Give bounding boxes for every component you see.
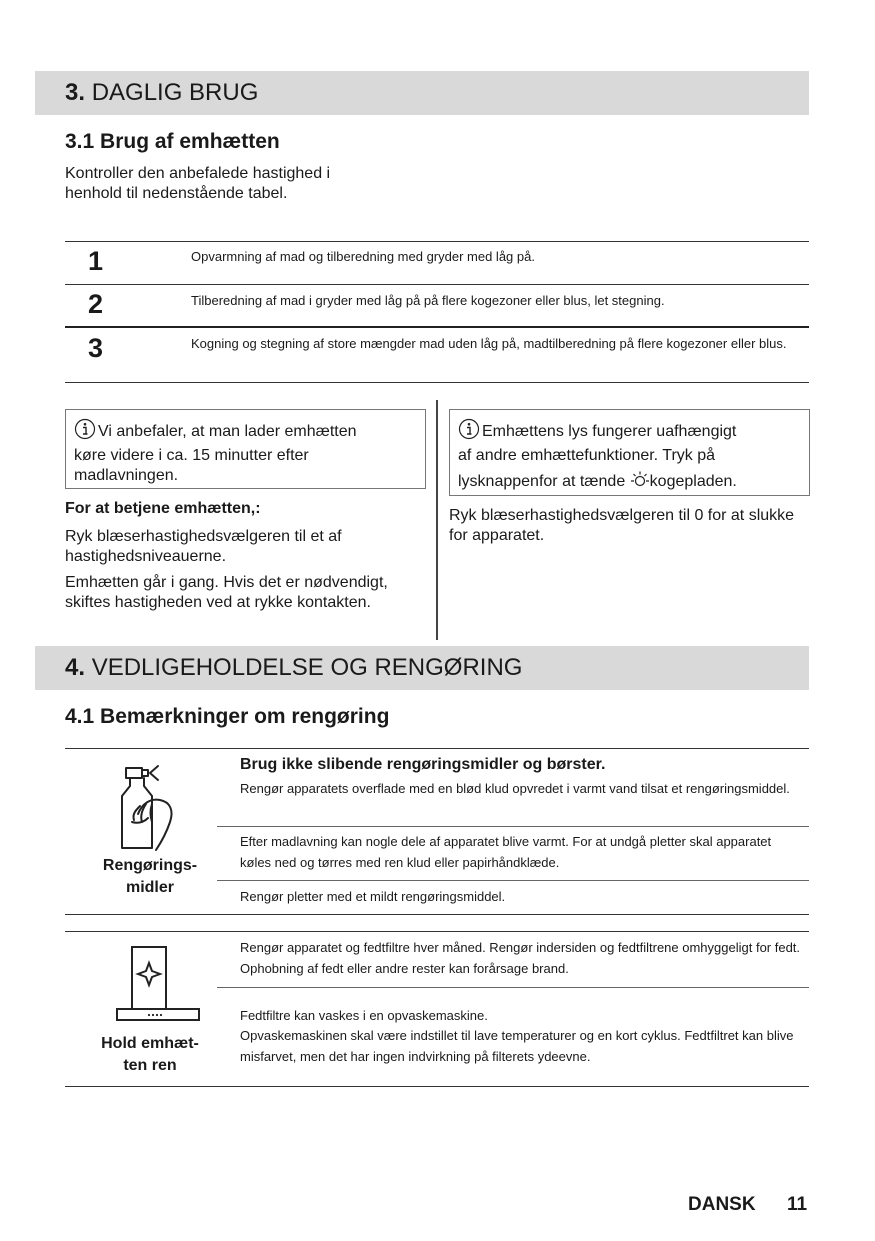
note-right-line-2: af andre emhættefunktioner. Tryk på [458,447,716,464]
keep-clean-paragraph-2b: Opvaskemaskinen skal være indstillet til lave temperaturer og en kort cyklus. Fedtfiltret kan blive misfarvet, men det har ingen indvirkning på filterets ydeevne. [240,1028,794,1064]
cleaning-paragraph-2: Efter madlavning kan nogle dele af apparatet blive varmt. For at undgå pletter skal apparatet køles ned og tørres med ren klud eller papirhåndklæde. [240,834,772,870]
footer-page-number: 11 [787,1194,808,1215]
block-rule [217,826,809,827]
intro-line-2: henhold til nedenstående tabel. [65,185,288,202]
table-rule [65,382,809,383]
block-rule [65,1086,809,1087]
table-rule [65,326,809,328]
note-box-right [449,409,810,496]
block-rule [65,931,809,932]
spray-cleaner-icon [112,760,182,857]
cleaning-agents-label [85,855,215,899]
subsection-3-1-title: 3.1 Brug af emhætten [65,130,280,153]
speed-desc-1: Opvarmning af mad og tilberedning med gryder med låg på. [191,249,535,264]
speed-level-2: 2 [88,289,104,319]
note-box-left [65,409,426,489]
cleaning-paragraph-1: Rengør apparatets overflade med en blød klud opvredet i varmt vand tilsat et rengøringsmiddel. [240,781,790,796]
section-4-number: 4. [65,654,86,681]
section-3-number: 3. [65,79,86,106]
intro-text [65,164,385,204]
intro-line-1: Kontroller den anbefalede hastighed i [65,165,331,182]
note-right-line-3a: lysknappenfor at tænde [458,473,626,490]
table-rule [65,241,809,242]
light-bulb-icon [630,470,650,494]
block-rule [217,880,809,881]
footer-language: DANSK [688,1194,756,1215]
block-rule [65,914,809,915]
column-divider [436,400,438,640]
hood-sparkle-icon [112,944,202,1029]
section-3-title: DAGLIG BRUG [91,79,259,106]
section-3-header [35,71,809,115]
speed-desc-2: Tilberedning af mad i gryder med låg på på flere kogezoner eller blus, let stegning. [191,293,665,308]
keep-clean-paragraph-2a: Fedtfiltre kan vaskes i en opvaskemaskine. [240,1008,488,1023]
section-4-title: VEDLIGEHOLDELSE OG RENGØRING [91,654,523,681]
operate-heading: For at betjene emhætten,: [65,500,261,517]
section-4-header [35,646,809,690]
note-left-line-2: køre videre i ca. 15 minutter efter [74,447,309,464]
speed-desc-3: Kogning og stegning af store mængder mad uden låg på, madtilberedning på flere kogezoner eller blus. [191,336,787,351]
info-icon [74,418,96,446]
operate-paragraph-2: Emhætten går i gang. Hvis det er nødvendigt, skiftes hastigheden ved at rykke kontakten. [65,574,388,611]
cleaning-paragraph-3: Rengør pletter med et mildt rengøringsmiddel. [240,889,506,904]
note-left-line-1: Vi anbefaler, at man lader emhætten [98,423,357,440]
keep-clean-label-line-2: ten ren [123,1057,177,1074]
speed-level-3: 3 [88,333,104,363]
keep-clean-paragraph-1: Rengør apparatet og fedtfiltre hver måned. Rengør indersiden og fedtfiltrene omhyggeligt for fedt. Ophobning af fedt eller andre rester kan forårsage brand. [240,940,801,976]
block-rule [217,987,809,988]
keep-clean-label-line-1: Hold emhæt- [101,1035,199,1052]
cleaning-label-line-2: midler [125,879,174,896]
cleaning-label-line-1: Rengørings- [102,857,198,874]
speed-level-1: 1 [88,246,104,276]
keep-clean-label [85,1033,215,1077]
table-rule [65,284,809,285]
note-right-line-3b: kogepladen. [649,473,737,490]
note-right-line-1: Emhættens lys fungerer uafhængigt [482,423,737,440]
info-icon [458,418,480,446]
block-rule [65,748,809,749]
cleaning-heading: Brug ikke slibende rengøringsmidler og børster. [240,756,606,773]
note-left-line-3: madlavningen. [74,467,179,484]
off-text: Ryk blæserhastighedsvælgeren til 0 for at slukke for apparatet. [449,507,795,544]
operate-paragraph-1: Ryk blæserhastighedsvælgeren til et af hastighedsniveauerne. [65,528,342,565]
subsection-4-1-title: 4.1 Bemærkninger om rengøring [65,705,390,728]
